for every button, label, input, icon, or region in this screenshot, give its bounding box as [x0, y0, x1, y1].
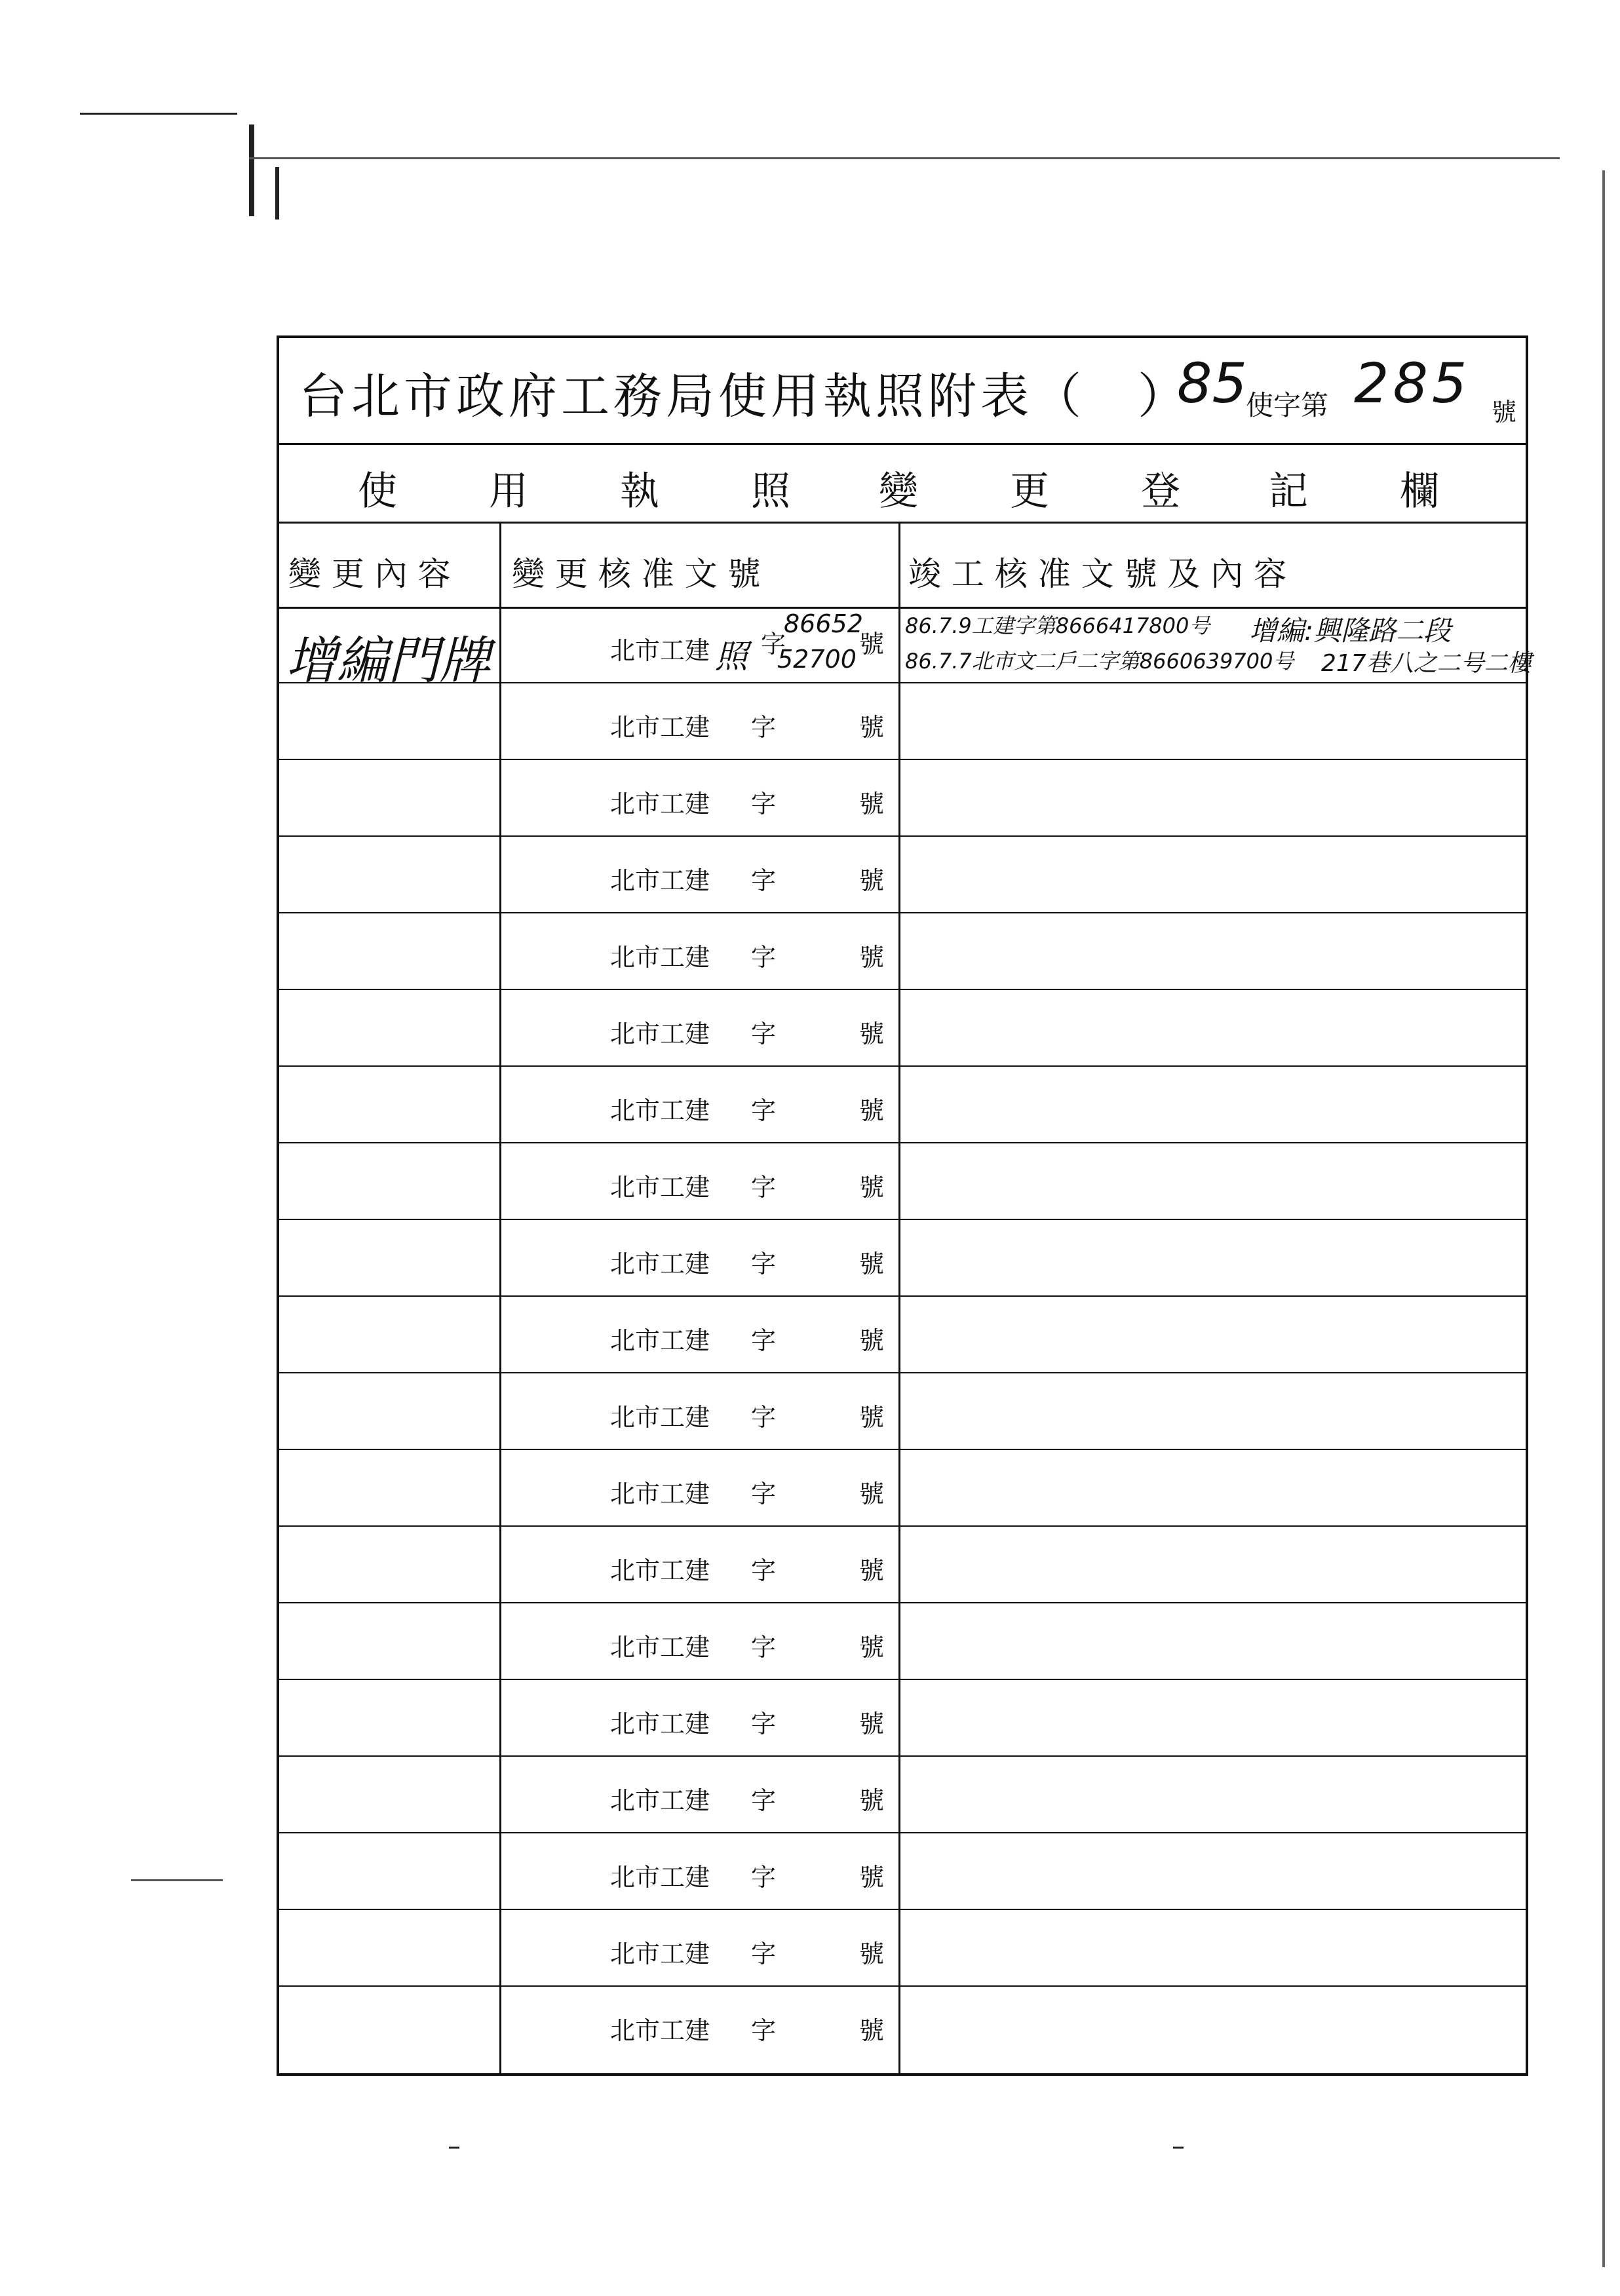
- table-row: [279, 1143, 1526, 1220]
- table-row: [279, 1757, 1526, 1833]
- scan-artifact-right-edge: [1602, 170, 1605, 2267]
- approval-prefix: 北市工建: [610, 866, 710, 895]
- approval-hao: 號: [859, 1863, 885, 1892]
- section-title-char: 記: [1269, 469, 1308, 514]
- approval-prefix: 北市工建: [610, 1940, 710, 1968]
- approval-zi: 字: [751, 866, 777, 895]
- handwritten-completion-line4: 217巷八之二号二樓: [1321, 650, 1532, 677]
- approval-zi: 字: [751, 1020, 777, 1048]
- approval-hao: 號: [859, 1556, 885, 1585]
- table-row: [279, 1910, 1526, 1987]
- approval-prefix: 北市工建: [610, 1250, 710, 1278]
- scan-artifact-left-tick: [275, 167, 279, 220]
- permit-zi-label: 使字第: [1246, 389, 1329, 421]
- approval-zi: 字: [761, 630, 786, 659]
- permit-year: 85: [1177, 351, 1247, 415]
- approval-prefix: 北市工建: [610, 1326, 710, 1355]
- usage-permit-change-form: [277, 335, 1532, 2076]
- approval-hao: 號: [859, 1250, 885, 1278]
- section-title-char: 使: [358, 469, 397, 514]
- approval-prefix: 北市工建: [610, 1786, 710, 1815]
- approval-zi: 字: [751, 1096, 777, 1125]
- table-row: [279, 607, 1532, 691]
- table-row: [279, 1297, 1526, 1373]
- approval-prefix: 北市工建: [610, 1633, 710, 1662]
- approval-zi: 字: [751, 713, 777, 742]
- scan-artifact-top-rule: [249, 157, 1560, 159]
- approval-prefix: 北市工建: [610, 1710, 710, 1738]
- form-title: [299, 358, 1190, 427]
- approval-hao: 號: [859, 1633, 885, 1662]
- section-title-char: 變: [879, 469, 918, 514]
- handwritten-change-content: 增編門牌: [286, 632, 491, 691]
- handwritten-completion-line3: 增編:興隆路二段: [1249, 615, 1452, 647]
- header-change-content: 變 更 內 容: [288, 555, 451, 593]
- scan-artifact-bottom-mark: [449, 2147, 459, 2149]
- section-title-char: 照: [751, 469, 790, 514]
- section-title-char: 欄: [1400, 469, 1439, 514]
- scan-artifact-top-line: [80, 113, 237, 115]
- approval-hao: 號: [859, 630, 885, 659]
- handwritten-completion-line2: 86.7.7北市文二戶二字第8660639700号: [905, 649, 1294, 674]
- section-title-row: [279, 443, 1526, 524]
- handwritten-number-bottom: 52700: [777, 645, 857, 674]
- approval-prefix: 北市工建: [610, 943, 710, 972]
- section-title-char: 登: [1141, 469, 1180, 514]
- approval-prefix: 北市工建: [610, 1096, 710, 1125]
- table-row: [279, 1220, 1526, 1297]
- approval-prefix: 北市工建: [610, 713, 710, 742]
- table-row: [279, 990, 1526, 1067]
- approval-zi: 字: [751, 790, 777, 818]
- approval-prefix: 北市工建: [610, 636, 710, 665]
- table-row: [279, 683, 1526, 760]
- scan-artifact-left-dash: [131, 1879, 223, 1881]
- approval-zi: 字: [751, 1710, 777, 1738]
- registration-rows: [279, 607, 1532, 2063]
- approval-hao: 號: [859, 866, 885, 895]
- section-title-char: 用: [489, 469, 528, 514]
- approval-hao: 號: [859, 1326, 885, 1355]
- table-row: [279, 1373, 1526, 1450]
- header-completion: 竣 工 核 准 文 號 及 內 容: [908, 555, 1287, 593]
- approval-zi: 字: [751, 1940, 777, 1968]
- approval-zi: 字: [751, 943, 777, 972]
- scan-artifact-bracket: [249, 124, 254, 216]
- permit-number: 285: [1354, 351, 1471, 415]
- table-row: [279, 1527, 1526, 1603]
- approval-zi: 字: [751, 1326, 777, 1355]
- approval-hao: 號: [859, 1710, 885, 1738]
- table-row: [279, 760, 1526, 837]
- approval-zi: 字: [751, 1480, 777, 1508]
- scan-artifact-bottom-mark-2: [1173, 2147, 1184, 2149]
- handwritten-zhao: 照: [715, 638, 748, 676]
- approval-hao: 號: [859, 1480, 885, 1508]
- approval-zi: 字: [751, 1863, 777, 1892]
- approval-hao: 號: [859, 2016, 885, 2045]
- column-header-row: [279, 522, 1526, 609]
- table-row: [279, 1450, 1526, 1527]
- header-approval-number: 變 更 核 准 文 號: [512, 555, 761, 593]
- approval-hao: 號: [859, 1403, 885, 1432]
- approval-zi: 字: [751, 1786, 777, 1815]
- table-row: [279, 1067, 1526, 1143]
- table-row: [279, 837, 1526, 913]
- table-row: [279, 1680, 1526, 1757]
- approval-zi: 字: [751, 1556, 777, 1585]
- approval-zi: 字: [751, 2016, 777, 2045]
- approval-hao: 號: [859, 943, 885, 972]
- approval-prefix: 北市工建: [610, 2016, 710, 2045]
- form-title-left: 台北市政府工務局使用執照附表（: [299, 368, 1085, 425]
- handwritten-number-top: 86652: [784, 609, 863, 638]
- approval-prefix: 北市工建: [610, 790, 710, 818]
- section-title-char: 更: [1010, 469, 1049, 514]
- approval-hao: 號: [859, 1940, 885, 1968]
- approval-prefix: 北市工建: [610, 1863, 710, 1892]
- approval-hao: 號: [859, 1173, 885, 1202]
- form-title-right: ）: [1138, 368, 1190, 425]
- table-row: [279, 1603, 1526, 1680]
- permit-hao-label: 號: [1492, 398, 1517, 427]
- section-title-char: 執: [620, 469, 659, 514]
- approval-hao: 號: [859, 1096, 885, 1125]
- table-row: [279, 913, 1526, 990]
- table-row: [279, 1833, 1526, 1910]
- approval-prefix: 北市工建: [610, 1556, 710, 1585]
- approval-zi: 字: [751, 1403, 777, 1432]
- approval-zi: 字: [751, 1250, 777, 1278]
- approval-hao: 號: [859, 1786, 885, 1815]
- table-row: [279, 1987, 1526, 2063]
- approval-prefix: 北市工建: [610, 1403, 710, 1432]
- approval-prefix: 北市工建: [610, 1173, 710, 1202]
- approval-hao: 號: [859, 1020, 885, 1048]
- handwritten-completion-line1: 86.7.9工建字第8666417800号: [905, 613, 1210, 638]
- approval-prefix: 北市工建: [610, 1480, 710, 1508]
- approval-zi: 字: [751, 1633, 777, 1662]
- approval-hao: 號: [859, 713, 885, 742]
- approval-prefix: 北市工建: [610, 1020, 710, 1048]
- form-title-row: [279, 338, 1526, 445]
- approval-hao: 號: [859, 790, 885, 818]
- approval-zi: 字: [751, 1173, 777, 1202]
